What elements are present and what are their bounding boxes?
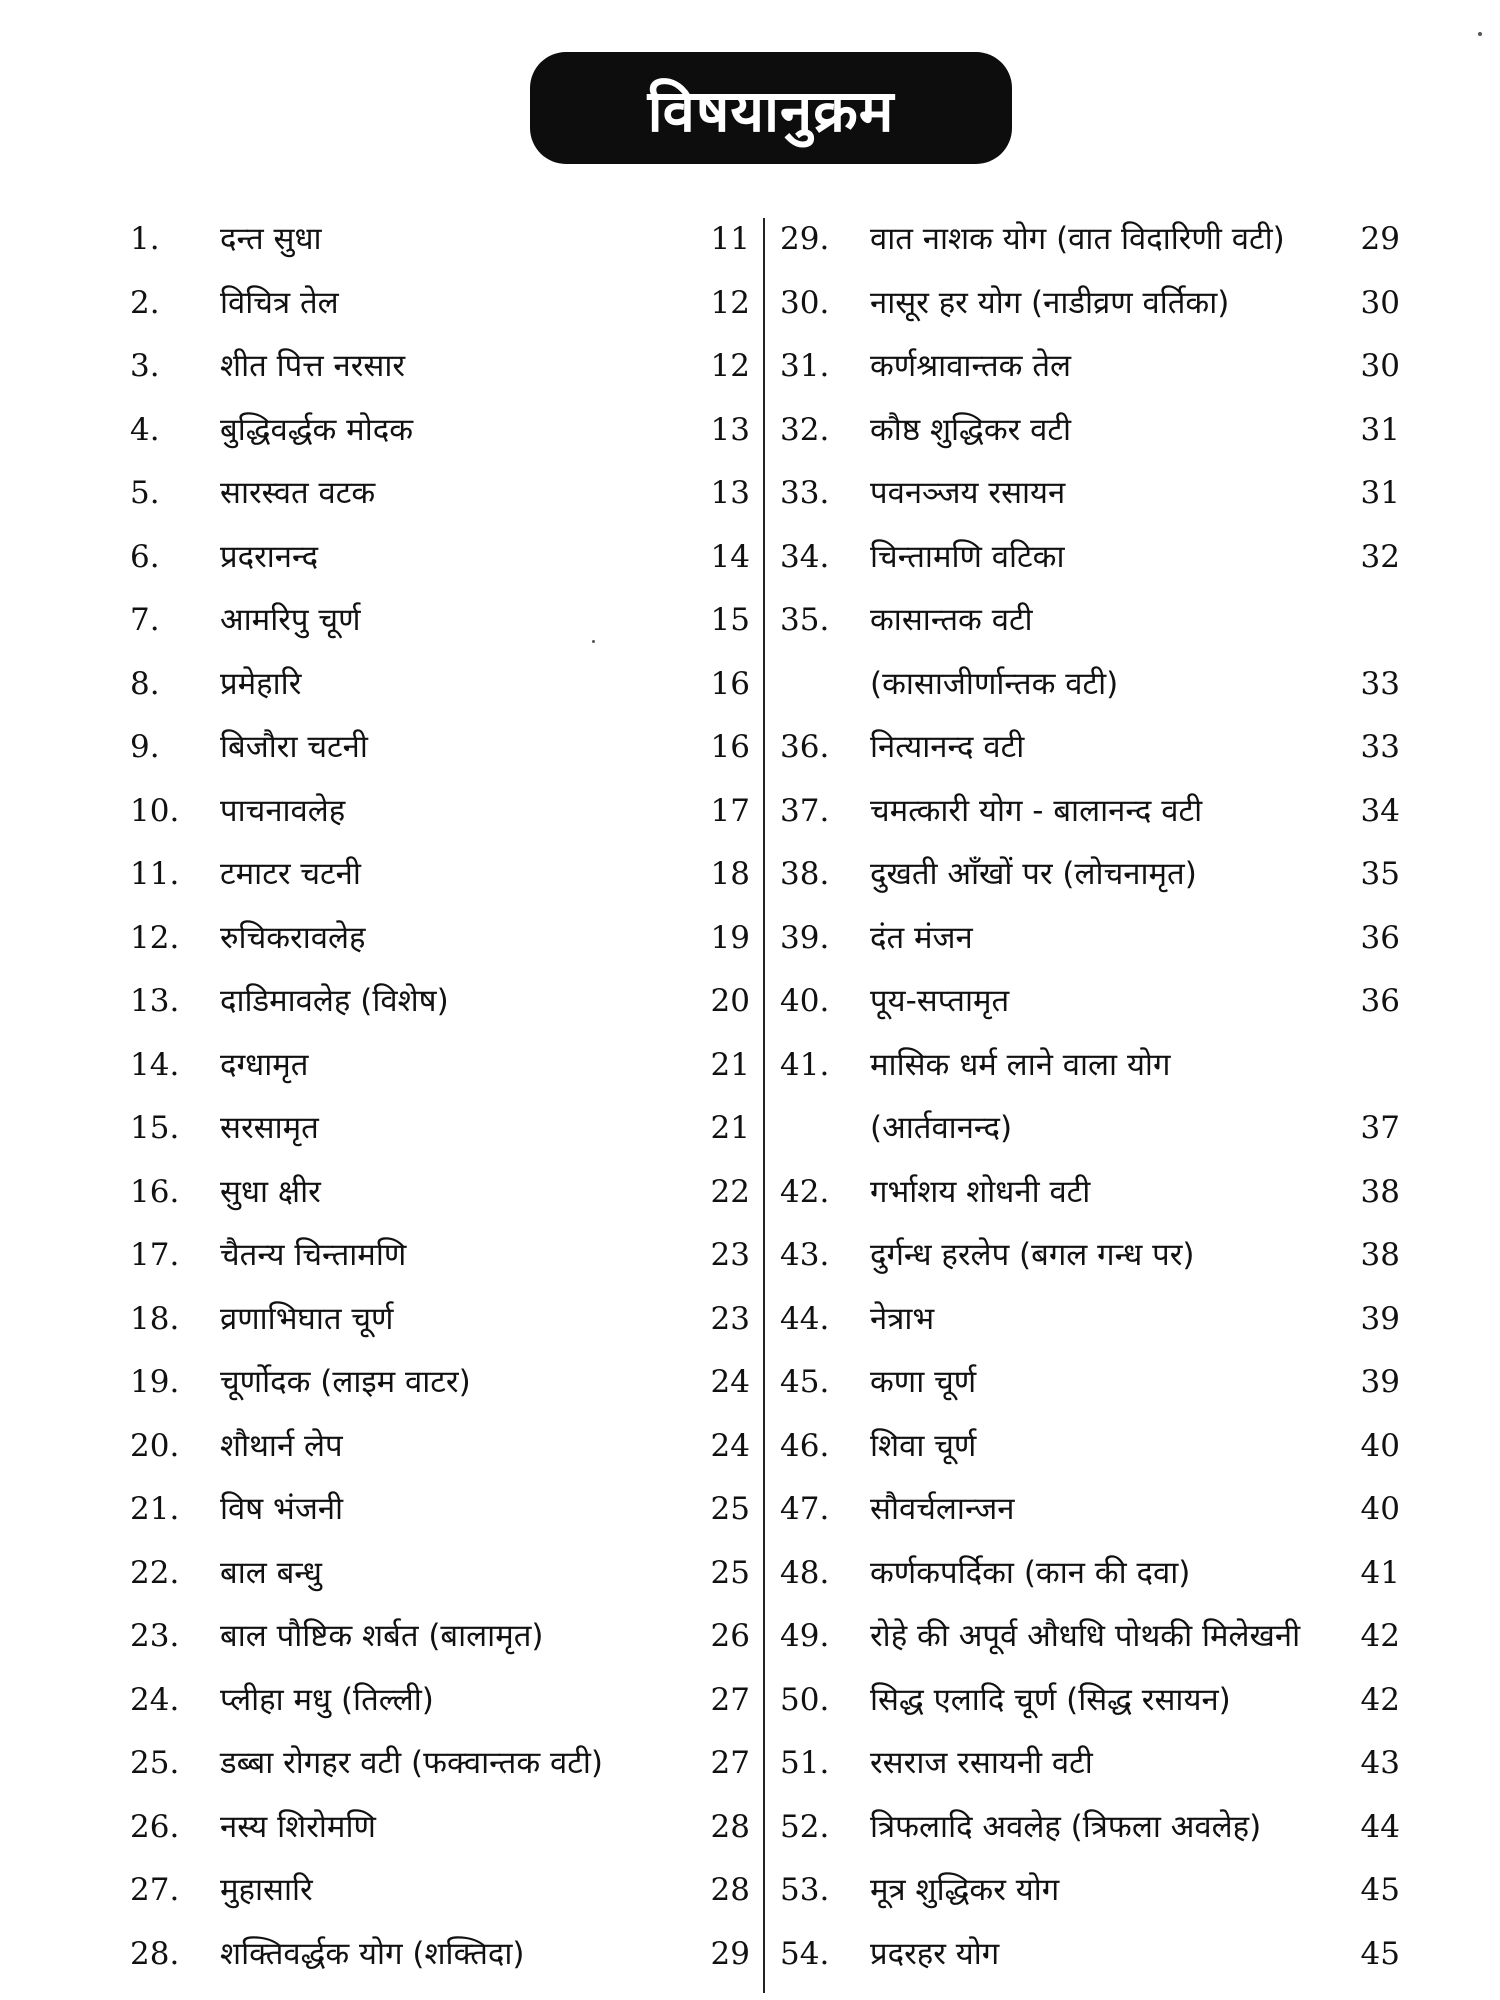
toc-entry-number: 45. [780, 1364, 830, 1400]
toc-entry-title: पाचनावलेह [220, 792, 346, 829]
toc-entry-number: 11. [130, 856, 180, 892]
toc-entry-number: 8. [130, 665, 160, 702]
toc-entry [130, 1732, 750, 1796]
toc-entry-title: (आर्तवानन्द) [870, 1110, 1013, 1146]
toc-entry-page: 17 [710, 792, 750, 829]
toc-entry-title: सारस्वत वटक [220, 475, 376, 511]
toc-entry-title: मूत्र शुद्धिकर योग [870, 1872, 1060, 1908]
toc-entry-title: कर्णकपर्दिका (कान की दवा) [870, 1554, 1191, 1591]
toc-entry-page: 25 [710, 1491, 750, 1527]
toc-entry-title: कर्णश्रावान्तक तेल [870, 348, 1072, 384]
toc-entry-number: 21. [130, 1491, 180, 1527]
toc-entry-title: दाडिमावलेह (विशेष) [220, 983, 449, 1019]
toc-entry-title: प्लीहा मधु (तिल्ली) [220, 1681, 434, 1718]
toc-entry-page: 28 [710, 1808, 750, 1845]
toc-entry-title: पूय-सप्तामृत [870, 983, 1010, 1019]
toc-entry-number: 39. [780, 919, 830, 956]
toc-entry-title: चमत्कारी योग - बालानन्द वटी [870, 792, 1203, 829]
toc-entry-number: 27. [130, 1872, 180, 1908]
toc-entry-page: 31 [1360, 411, 1400, 448]
toc-entry-title: शौथार्न लेप [220, 1427, 343, 1464]
toc-entry [130, 780, 750, 844]
toc-entry-page: 16 [710, 665, 750, 702]
toc-entry-page: 22 [710, 1173, 750, 1210]
toc-entry [130, 1478, 750, 1542]
toc-entry-page: 26 [710, 1618, 750, 1654]
toc-entry-number: 23. [130, 1618, 180, 1654]
toc-entry [130, 716, 750, 780]
toc-entry-number: 24. [130, 1681, 180, 1718]
title-banner [530, 52, 1012, 164]
toc-entry-number: 40. [780, 983, 830, 1019]
toc-entry-title: दुखती आँखों पर (लोचनामृत) [870, 856, 1197, 892]
toc-left-column [130, 208, 750, 1986]
toc-entry-page: 25 [710, 1554, 750, 1591]
toc-entry-title: डब्बा रोगहर वटी (फक्वान्तक वटी) [220, 1745, 603, 1781]
toc-entry-number: 4. [130, 411, 160, 448]
toc-entry-number: 20. [130, 1427, 180, 1464]
toc-entry [780, 716, 1400, 780]
toc-entry-title: मासिक धर्म लाने वाला योग [870, 1046, 1171, 1083]
toc-entry [130, 335, 750, 399]
toc-entry [780, 1415, 1400, 1479]
toc-entry [780, 1161, 1400, 1225]
toc-entry [780, 1542, 1400, 1606]
toc-entry-page: 42 [1360, 1618, 1400, 1654]
toc-entry-page: 18 [710, 856, 750, 892]
toc-entry [130, 1097, 750, 1161]
toc-entry-page: 34 [1360, 792, 1400, 829]
toc-entry [780, 1605, 1400, 1669]
toc-entry-page: 20 [710, 983, 750, 1019]
toc-entry-title: दग्धामृत [220, 1046, 309, 1083]
toc-entry-number: 17. [130, 1237, 180, 1273]
toc-entry-title: कणा चूर्ण [870, 1364, 977, 1400]
toc-entry-page: 24 [710, 1427, 750, 1464]
toc-entry-title: टमाटर चटनी [220, 856, 361, 892]
toc-entry-title: नस्य शिरोमणि [220, 1808, 376, 1845]
scan-speck [1478, 32, 1482, 36]
toc-entry [130, 1161, 750, 1225]
toc-entry-number: 50. [780, 1681, 830, 1718]
toc-entry-number: 33. [780, 475, 830, 511]
toc-entry-number: 32. [780, 411, 830, 448]
toc-entry-number: 35. [780, 602, 830, 638]
toc-entry-number: 5. [130, 475, 160, 511]
toc-entry-page: 35 [1360, 856, 1400, 892]
toc-entry-number: 15. [130, 1110, 180, 1146]
toc-entry-page: 39 [1360, 1364, 1400, 1400]
toc-entry-title: गर्भाशय शोधनी वटी [870, 1173, 1091, 1210]
toc-entry-page: 45 [1360, 1935, 1400, 1972]
toc-entry-title: कासान्तक वटी [870, 602, 1033, 638]
toc-entry-number: 13. [130, 983, 180, 1019]
toc-entry [130, 1605, 750, 1669]
toc-entry [130, 399, 750, 463]
toc-entry-title: प्रदरहर योग [870, 1935, 1000, 1972]
toc-entry-page: 30 [1360, 348, 1400, 384]
toc-entry-title: शिवा चूर्ण [870, 1427, 977, 1464]
toc-entry [130, 970, 750, 1034]
toc-entry-number: 10. [130, 792, 180, 829]
toc-entry-number: 47. [780, 1491, 830, 1527]
toc-entry [780, 208, 1400, 272]
toc-entry [780, 526, 1400, 590]
toc-entry-title: आमरिपु चूर्ण [220, 602, 361, 638]
toc-entry-page: 32 [1360, 538, 1400, 575]
toc-entry-number: 44. [780, 1300, 830, 1337]
toc-entry [780, 462, 1400, 526]
toc-entry-number: 18. [130, 1300, 180, 1337]
toc-entry [130, 1923, 750, 1987]
toc-entry-number: 46. [780, 1427, 830, 1464]
toc-entry [130, 1415, 750, 1479]
toc-entry [130, 1542, 750, 1606]
toc-entry-title: शीत पित्त नरसार [220, 348, 406, 384]
toc-entry-number: 37. [780, 792, 830, 829]
toc-entry-number: 19. [130, 1364, 180, 1400]
toc-entry [780, 272, 1400, 336]
toc-entry-number: 41. [780, 1046, 830, 1083]
toc-entry-number: 7. [130, 602, 160, 638]
toc-entry-title: वात नाशक योग (वात विदारिणी वटी) [870, 221, 1285, 257]
scan-speck [592, 640, 595, 643]
toc-entry-number: 12. [130, 919, 180, 956]
toc-entry-title: मुहासारि [220, 1872, 313, 1908]
toc-entry-page: 12 [710, 348, 750, 384]
toc-entry-page: 16 [710, 729, 750, 765]
toc-entry [130, 462, 750, 526]
toc-entry-page: 30 [1360, 284, 1400, 321]
toc-entry-page: 23 [710, 1237, 750, 1273]
toc-entry [130, 1034, 750, 1098]
toc-entry-number: 3. [130, 348, 160, 384]
toc-entry-page: 36 [1360, 919, 1400, 956]
toc-entry-title: रुचिकरावलेह [220, 919, 366, 956]
toc-entry-page: 33 [1360, 665, 1400, 702]
toc-entry [780, 780, 1400, 844]
toc-entry [780, 589, 1400, 653]
toc-entry-title: विष भंजनी [220, 1491, 344, 1527]
toc-entry-title: दंत मंजन [870, 919, 973, 956]
toc-entry-title: व्रणाभिघात चूर्ण [220, 1300, 394, 1337]
toc-entry [780, 1351, 1400, 1415]
toc-entry-title: दन्त सुधा [220, 221, 322, 257]
toc-entry-page: 37 [1360, 1110, 1400, 1146]
toc-entry-number: 34. [780, 538, 830, 575]
toc-entry-page: 43 [1360, 1745, 1400, 1781]
toc-entry-title: त्रिफलादि अवलेह (त्रिफला अवलेह) [870, 1808, 1262, 1845]
toc-entry-number: 14. [130, 1046, 180, 1083]
toc-entry-title: बिजौरा चटनी [220, 729, 368, 765]
toc-entry-title: रसराज रसायनी वटी [870, 1745, 1093, 1781]
toc-entry-title: बाल पौष्टिक शर्बत (बालामृत) [220, 1618, 544, 1654]
toc-entry-title: नासूर हर योग (नाडीव्रण वर्तिका) [870, 284, 1230, 321]
toc-entry-page: 13 [710, 411, 750, 448]
toc-entry-page: 44 [1360, 1808, 1400, 1845]
toc-entry-number: 53. [780, 1872, 830, 1908]
toc-entry-page: 42 [1360, 1681, 1400, 1718]
toc-entry-title: शक्तिवर्द्धक योग (शक्तिदा) [220, 1935, 525, 1972]
toc-entry-number: 28. [130, 1935, 180, 1972]
toc-entry-title: रोहे की अपूर्व औधधि पोथकी मिलेखनी [870, 1618, 1301, 1654]
toc-entry-number: 1. [130, 221, 160, 257]
toc-entry-page: 38 [1360, 1173, 1400, 1210]
toc-entry-title: सुधा क्षीर [220, 1173, 321, 1210]
toc-entry [130, 589, 750, 653]
toc-entry-title: पवनञ्जय रसायन [870, 475, 1066, 511]
toc-entry-page: 11 [710, 221, 750, 257]
toc-entry [780, 1796, 1400, 1860]
toc-entry-page: 39 [1360, 1300, 1400, 1337]
toc-entry-number: 49. [780, 1618, 830, 1654]
toc-entry-title: सरसामृत [220, 1110, 319, 1146]
toc-entry-title: चूर्णोदक (लाइम वाटर) [220, 1364, 471, 1400]
toc-entry [130, 843, 750, 907]
toc-entry [780, 1732, 1400, 1796]
toc-entry-page: 31 [1360, 475, 1400, 511]
toc-entry [130, 208, 750, 272]
toc-entry-page: 41 [1360, 1554, 1400, 1591]
toc-entry [780, 1224, 1400, 1288]
toc-entry-number: 16. [130, 1173, 180, 1210]
toc-entry-number: 26. [130, 1808, 180, 1845]
toc-entry [130, 907, 750, 971]
toc-entry [130, 653, 750, 717]
toc-entry [130, 1859, 750, 1923]
toc-entry-number: 52. [780, 1808, 830, 1845]
toc-entry-page: 13 [710, 475, 750, 511]
toc-entry-title: सिद्ध एलादि चूर्ण (सिद्ध रसायन) [870, 1681, 1231, 1718]
toc-entry-title: चैतन्य चिन्तामणि [220, 1237, 407, 1273]
toc-entry-number: 31. [780, 348, 830, 384]
toc-entry-number: 25. [130, 1745, 180, 1781]
toc-entry-page: 27 [710, 1745, 750, 1781]
toc-entry-page: 15 [710, 602, 750, 638]
toc-entry [130, 526, 750, 590]
toc-entry-title: प्रमेहारि [220, 665, 302, 702]
toc-entry [130, 272, 750, 336]
toc-entry-number: 29. [780, 221, 830, 257]
toc-right-column [780, 208, 1400, 1986]
toc-entry-page: 27 [710, 1681, 750, 1718]
toc-entry [780, 1034, 1400, 1098]
toc-entry-title: चिन्तामणि वटिका [870, 538, 1065, 575]
toc-entry [780, 1669, 1400, 1733]
toc-entry [130, 1796, 750, 1860]
toc-entry-number: 6. [130, 538, 160, 575]
toc-entry-number: 43. [780, 1237, 830, 1273]
toc-entry-title: बाल बन्धु [220, 1554, 322, 1591]
toc-entry-title: दुर्गन्ध हरलेप (बगल गन्ध पर) [870, 1237, 1195, 1273]
toc-entry [780, 1288, 1400, 1352]
toc-entry-number: 36. [780, 729, 830, 765]
toc-entry-number: 51. [780, 1745, 830, 1781]
toc-entry-page: 24 [710, 1364, 750, 1400]
toc-entry-page: 36 [1360, 983, 1400, 1019]
toc-entry-number: 38. [780, 856, 830, 892]
toc-entry-page: 19 [710, 919, 750, 956]
toc-entry-title: कौष्ठ शुद्धिकर वटी [870, 411, 1072, 448]
toc-entry-page: 23 [710, 1300, 750, 1337]
toc-entry-title: नेत्राभ [870, 1300, 935, 1337]
toc-entry-title: विचित्र तेल [220, 284, 339, 321]
toc-entry-number: 30. [780, 284, 830, 321]
toc-entry-number: 2. [130, 284, 160, 321]
toc-entry-page: 21 [710, 1046, 750, 1083]
toc-entry [780, 335, 1400, 399]
toc-entry-number: 48. [780, 1554, 830, 1591]
toc-entry [780, 907, 1400, 971]
toc-entry-title: प्रदरानन्द [220, 538, 319, 575]
toc-entry-title: नित्यानन्द वटी [870, 729, 1025, 765]
toc-entry-page: 38 [1360, 1237, 1400, 1273]
toc-entry-title: सौवर्चलान्जन [870, 1491, 1015, 1527]
toc-entry-title: बुद्धिवर्द्धक मोदक [220, 411, 414, 448]
toc-entry [130, 1224, 750, 1288]
toc-entry-page: 14 [710, 538, 750, 575]
toc-entry [130, 1669, 750, 1733]
toc-entry [780, 843, 1400, 907]
toc-entry [780, 399, 1400, 463]
toc-entry [780, 1923, 1400, 1987]
toc-entry [780, 970, 1400, 1034]
toc-entry-page: 29 [710, 1935, 750, 1972]
toc-entry [130, 1351, 750, 1415]
page-title: विषयानुक्रम [647, 76, 895, 145]
toc-entry [780, 653, 1400, 717]
toc-entry-number: 22. [130, 1554, 180, 1591]
toc-entry-page: 40 [1360, 1427, 1400, 1464]
toc-entry [780, 1478, 1400, 1542]
toc-entry [780, 1859, 1400, 1923]
toc-entry-number: 42. [780, 1173, 830, 1210]
toc-entry-title: (कासाजीर्णान्तक वटी) [870, 665, 1119, 702]
toc-entry [130, 1288, 750, 1352]
toc-entry-page: 12 [710, 284, 750, 321]
toc-entry-page: 33 [1360, 729, 1400, 765]
toc-entry-number: 9. [130, 729, 160, 765]
toc-entry [780, 1097, 1400, 1161]
toc-entry-number: 54. [780, 1935, 830, 1972]
column-divider [763, 218, 765, 1993]
toc-entry-page: 21 [710, 1110, 750, 1146]
toc-entry-page: 29 [1360, 221, 1400, 257]
toc-entry-page: 45 [1360, 1872, 1400, 1908]
toc-entry-page: 40 [1360, 1491, 1400, 1527]
toc-entry-page: 28 [710, 1872, 750, 1908]
